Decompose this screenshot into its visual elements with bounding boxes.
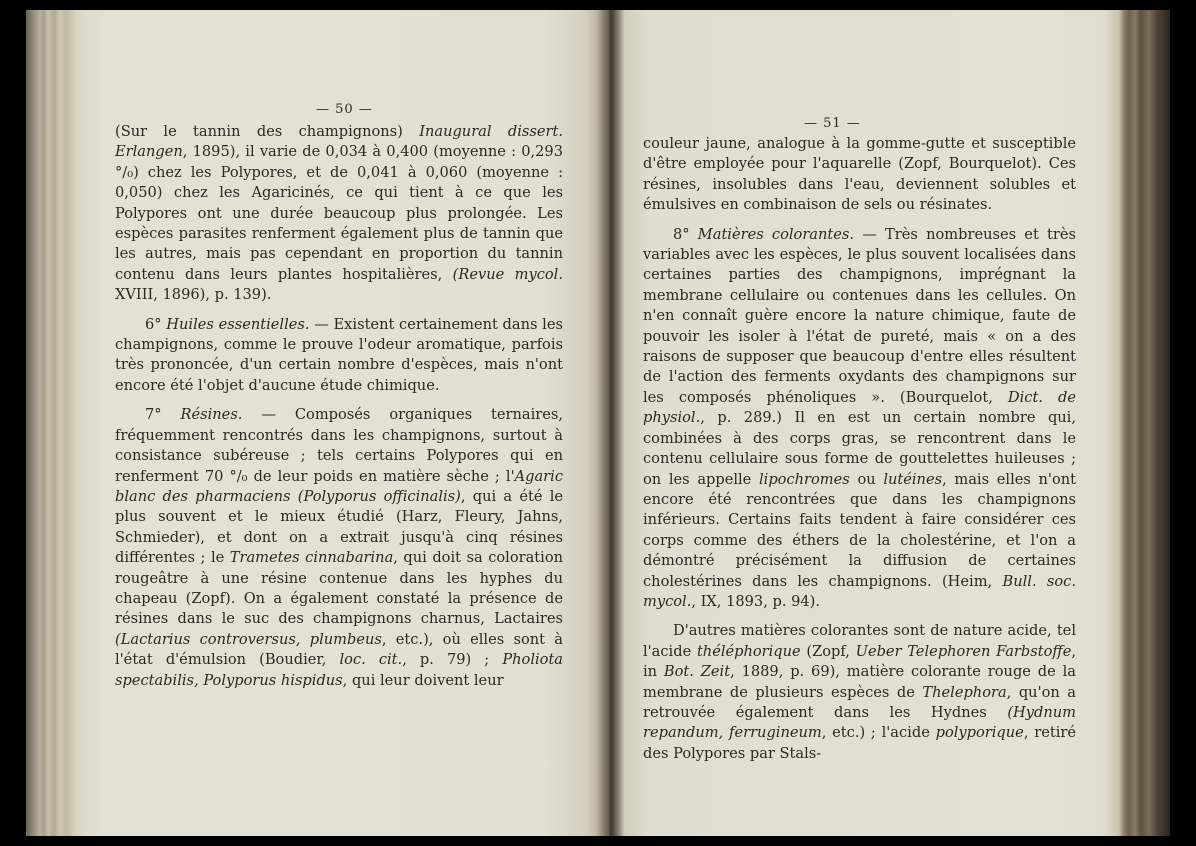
paragraph — [115, 122, 563, 306]
book-gutter — [596, 10, 624, 836]
italic-text: (Lactarius controversus, plumbeus — [115, 630, 382, 648]
italic-text: Pholiota spectabilis, Polyporus hispidus — [115, 651, 564, 689]
italic-text: Inaugural dissert. Erlangen — [115, 123, 563, 161]
text-run: XVIII, 1896), p. 139). — [115, 286, 272, 304]
italic-text: Agaric blanc des pharmaciens (Polyporus officinalis) — [115, 467, 563, 505]
paragraph — [115, 315, 563, 397]
italic-text: Ueber Telephoren Farbstoffe — [855, 642, 1072, 660]
italic-text: Bot. Zeit — [663, 663, 731, 681]
text-run: , etc.), où elles sont à l'état d'émulsion (Boudier, — [115, 630, 563, 669]
page-number: — 51 — — [804, 116, 861, 131]
italic-text: polyporique — [935, 724, 1024, 742]
text-run: , qui leur doivent leur — [342, 671, 504, 689]
text-run: , qu'on a retrouvée également dans les Hydnes — [643, 683, 1076, 721]
paragraph — [643, 134, 1076, 216]
italic-text: (Hydnum repandum, ferrugineum — [643, 703, 1076, 742]
text-run: , etc.) ; l'acide — [821, 724, 936, 742]
text-run: couleur jaune, analogue à la gomme-gutte et susceptible d'être employée pour l'aquarelle (Zopf, Bourquelot). Ces résines, insolubles dans l'eau, deviennent solubles et émulsives en combinaison de sels ou résinates. — [643, 135, 1076, 214]
right-page — [609, 10, 1170, 836]
italic-text: Thelephora — [922, 683, 1007, 701]
italic-text: Matières colorantes. — [697, 225, 855, 243]
italic-text: Résines. — [180, 406, 243, 424]
text-run: (Zopf, — [800, 642, 856, 660]
text-run: D'autres matières colorantes sont de nature acide, tel l'acide — [643, 622, 1076, 660]
text-run: ou — [849, 470, 884, 488]
italic-text: théléphorique — [696, 642, 801, 660]
text-run: (Sur le tannin des champignons) — [115, 123, 420, 140]
text-run: , IX, 1893, p. 94). — [691, 592, 821, 610]
paragraph — [643, 621, 1076, 764]
text-run: , qui a été le plus souvent et le mieux étudié (Harz, Fleury, Jahns, Schmieder), et dont on a extrait jusqu'à cinq résines différentes ; le — [115, 487, 563, 567]
text-run: , qui doit sa coloration rougeâtre à une résine contenue dans les hyphes du chapeau (Zopf). On a également constaté la présence de résines dans le suc des champignons charnus, Lactaires — [115, 549, 564, 628]
paragraph — [643, 225, 1076, 613]
italic-text: Trametes cinnabarina — [229, 549, 394, 567]
italic-text: Bull. soc. mycol. — [643, 572, 1076, 610]
paragraph — [115, 405, 563, 691]
text-run: — Composés organiques ternaires, fréquemment rencontrés dans les champignons, surtout à consistance subéreuse ; tels certains Polypores qui en renferment 70 °/₀ de leur poids en matière sèche ; l' — [115, 406, 563, 485]
text-run: , p. 289.) Il en est un certain nombre qui, combinées à des corps gras, se rencontrent dans le contenu cellulaire sous forme de gouttelettes huileuses ; on les appelle — [643, 409, 1076, 488]
page-number: — 50 — — [316, 102, 373, 117]
text-run: , retiré des Polypores par Stals- — [643, 724, 1076, 762]
italic-text: lutéines — [883, 470, 943, 488]
open-book — [26, 10, 1170, 836]
text-run: — Existent certainement dans les champignons, comme le prouve l'odeur aromatique, parfois très prononcée, d'un certain nombre d'espèces, mais n'ont encore été l'objet d'aucune étude chimique. — [115, 315, 563, 394]
text-run: , in — [643, 642, 1076, 681]
text-run: 7° — [145, 406, 181, 424]
page-body-text — [643, 134, 1076, 764]
text-run: , p. 79) ; — [402, 651, 503, 669]
text-run: — Très nombreuses et très variables avec les espèces, le plus souvent localisées dans certaines parties des champignons, imprégnant la membrane cellulaire ou contenues dans les cellules. On n'en connaît guère encore la nature chimique, faute de pouvoir les isoler à l'état de pureté, mais « on a des raisons de supposer que beaucoup d'entre elles résultent de l'action des ferments oxydants des champignons sur les composés phénoliques ». (Bourquelot, — [643, 225, 1076, 406]
italic-text: Dict. de physiol. — [643, 388, 1076, 427]
text-run: , 1889, p. 69), matière colorante rouge de la membrane de plusieurs espèces de — [643, 663, 1076, 701]
left-page — [26, 10, 609, 836]
italic-text: (Revue mycol. — [452, 265, 563, 283]
text-run: 6° — [145, 315, 167, 333]
page-body-text — [115, 122, 563, 691]
text-run: , mais elles n'ont encore été rencontrées que dans les champignons inférieurs. Certains faits tendent à faire considérer ces corps comme des éthers de la cholestérine, et l'on a démontré précisément la diffusion de certaines cholestérines dans les champignons. (Heim, — [643, 470, 1076, 590]
italic-text: Huiles essentielles. — [166, 315, 310, 333]
text-run: , 1895), il varie de 0,034 à 0,400 (moyenne : 0,293 °/₀) chez les Polypores, et de 0,041 à 0,060 (moyenne : 0,050) chez les Agaricinés, ce qui tient à ce que les Polypores ont une durée beaucoup plus prolongée. Les espèces parasites renferment également plus de tannin que les autres, mais pas cependant en proportion du tannin contenu dans leurs plantes hospitalières, — [115, 143, 563, 283]
text-run: 8° — [673, 225, 698, 243]
italic-text: loc. cit. — [339, 651, 403, 669]
italic-text: lipochromes — [759, 470, 850, 488]
